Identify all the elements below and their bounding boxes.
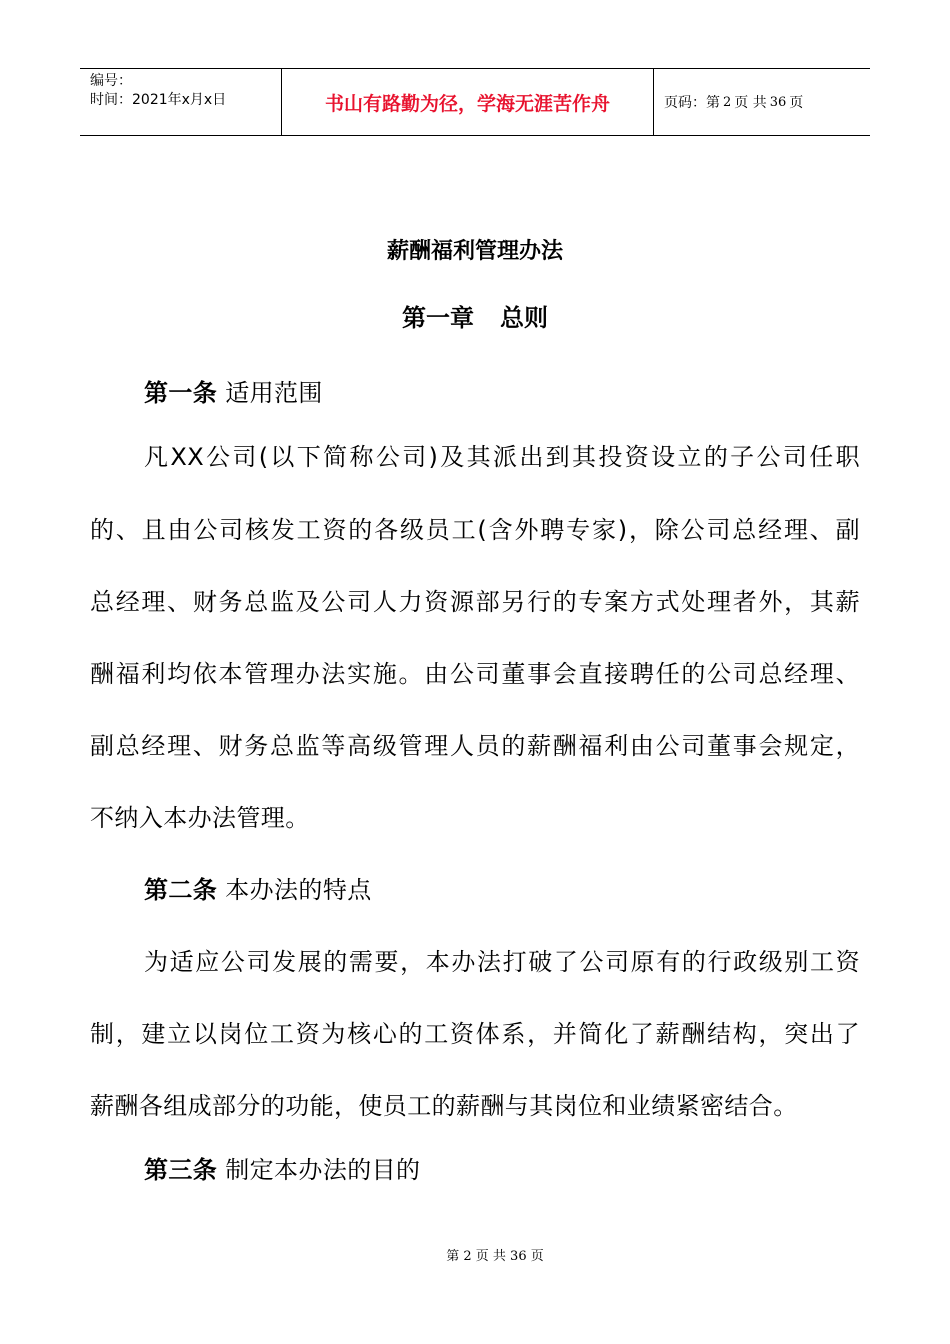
page-label-suffix: 页: [789, 95, 804, 111]
paragraph-line: 薪酬各组成部分的功能，使员工的薪酬与其岗位和业绩紧密结合。: [90, 1092, 798, 1120]
paragraph-line: 副总经理、财务总监等高级管理人员的薪酬福利由公司董事会规定，: [90, 732, 860, 760]
paragraph-line: 总经理、财务总监及公司人力资源部另行的专案方式处理者外，其薪: [90, 588, 860, 616]
article-2-title: 本办法的特点: [225, 876, 372, 904]
page-footer: 第 2 页 共 36 页: [446, 1249, 544, 1264]
paragraph-line: 制，建立以岗位工资为核心的工资体系，并简化了薪酬结构，突出了: [90, 1020, 860, 1048]
article-2-label: 第二条: [144, 876, 218, 904]
paragraph-line: 的、且由公司核发工资的各级员工(含外聘专家)，除公司总经理、副: [90, 516, 860, 544]
header-motto: 书山有路勤为径，学海无涯苦作舟: [282, 69, 654, 135]
article-1-label: 第一条: [144, 379, 218, 407]
page-total: 36: [769, 94, 787, 110]
paragraph-line: 凡XX公司(以下简称公司)及其派出到其投资设立的子公司任职: [144, 443, 860, 471]
page-label-prefix: 页码：第: [664, 95, 720, 111]
page-header: [80, 68, 870, 136]
document-title: 薪酬福利管理办法: [386, 239, 563, 264]
article-2-heading: [144, 870, 860, 905]
chapter-number: 第一章: [402, 304, 474, 332]
page-current: 2: [723, 94, 732, 110]
chapter-name: 总则: [500, 304, 548, 332]
article-1-heading: [144, 373, 860, 408]
number-label: 编号：: [90, 73, 132, 89]
article-3-heading: [144, 1150, 860, 1185]
paragraph-line: 为适应公司发展的需要，本办法打破了公司原有的行政级别工资: [144, 948, 860, 976]
chapter-heading: [0, 298, 950, 333]
paragraph-line: 酬福利均依本管理办法实施。由公司董事会直接聘任的公司总经理、: [90, 660, 860, 688]
header-meta: [80, 69, 282, 135]
article-3-label: 第三条: [144, 1156, 218, 1184]
article-1-title: 适用范围: [225, 379, 323, 407]
time-label: 时间：2021年x月x日: [90, 92, 227, 108]
article-3-title: 制定本办法的目的: [225, 1156, 421, 1184]
header-page-number: [654, 69, 870, 135]
page-label-mid: 页 共: [734, 95, 767, 111]
paragraph-line: 不纳入本办法管理。: [90, 804, 310, 832]
